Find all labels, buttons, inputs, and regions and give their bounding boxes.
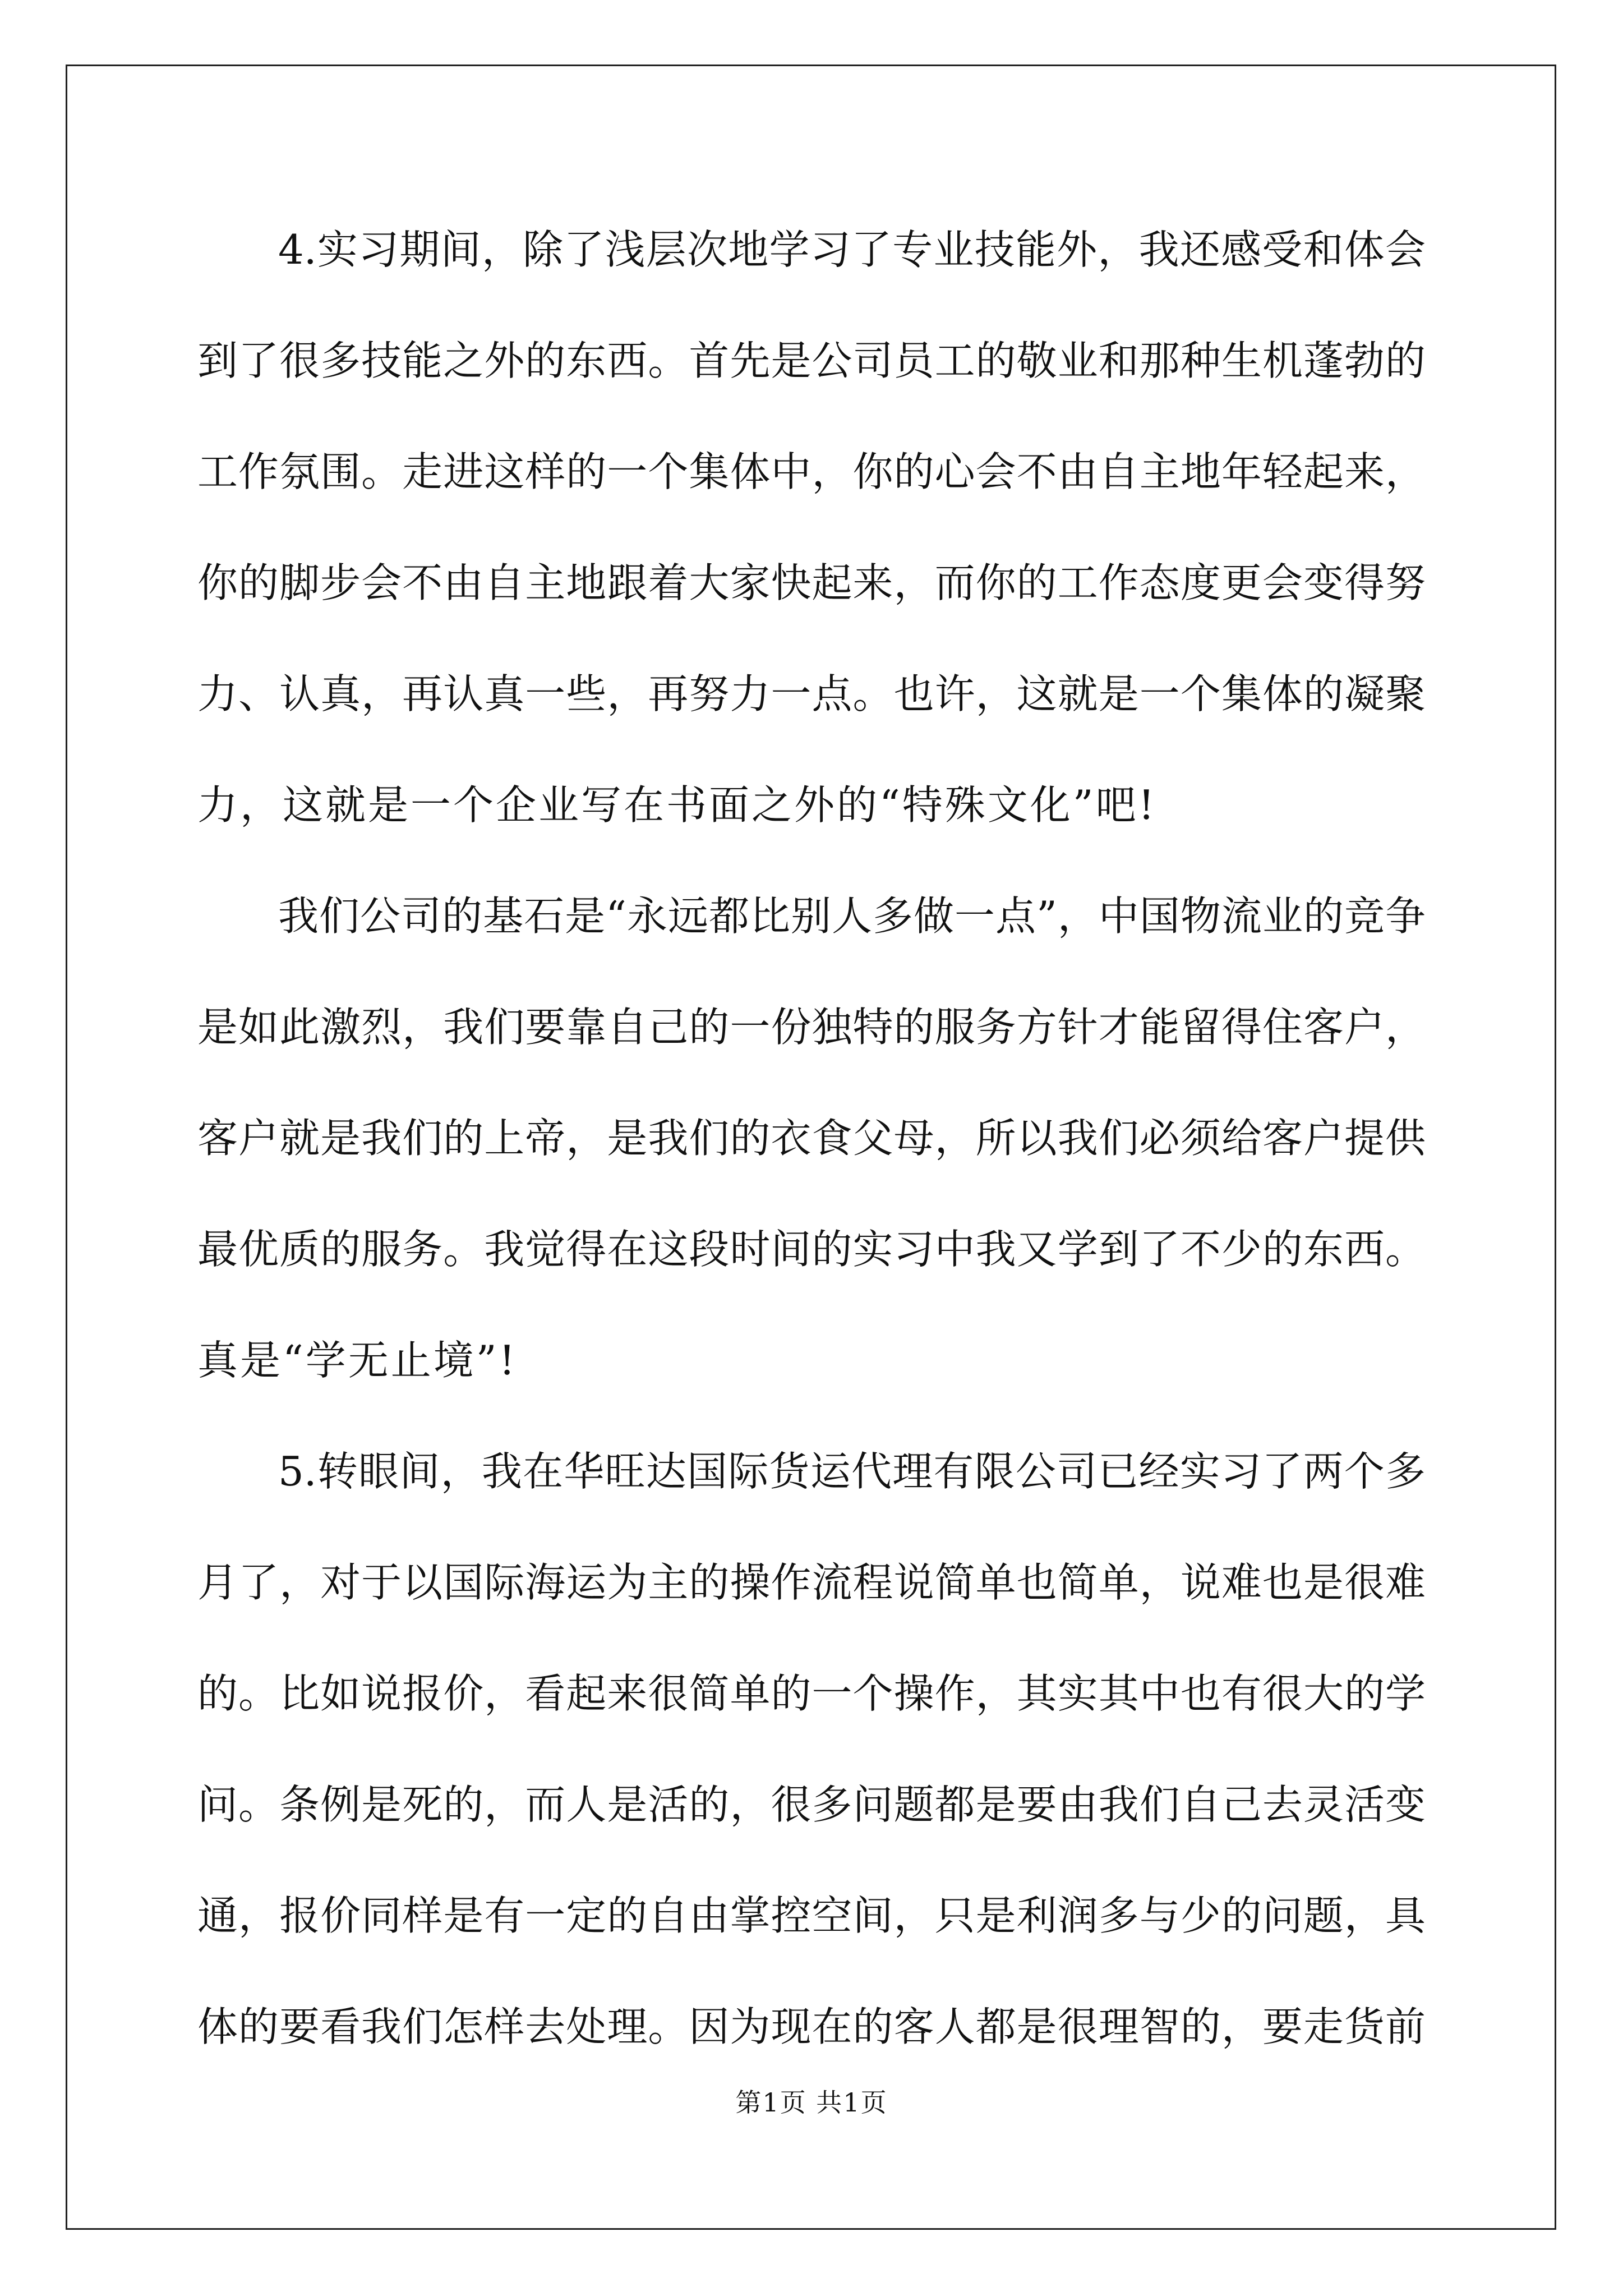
text-line: 问。条例是死的，而人是活的，很多问题都是要由我们自己去灵活变: [197, 1781, 1426, 1828]
text-line: 体的要看我们怎样去处理。因为现在的客人都是很理智的，要走货前: [197, 2003, 1426, 2050]
text-line: 客户就是我们的上帝，是我们的衣食父母，所以我们必须给客户提供: [197, 1115, 1426, 1162]
paragraph-1: [197, 213, 1426, 880]
page-footer: 第1页 共1页: [735, 2087, 888, 2118]
text-line: 的。比如说报价，看起来很简单的一个操作，其实其中也有很大的学: [197, 1670, 1426, 1717]
text-line: 通，报价同样是有一定的自由掌控空间，只是利润多与少的问题，具: [197, 1892, 1426, 1939]
text-line: 到了很多技能之外的东西。首先是公司员工的敬业和那种生机蓬勃的: [197, 337, 1426, 384]
text-line: 工作氛围。走进这样的一个集体中，你的心会不由自主地年轻起来，: [197, 448, 1426, 495]
text-line: 4.实习期间，除了浅层次地学习了专业技能外，我还感受和体会: [278, 226, 1426, 273]
text-line: 是如此激烈，我们要靠自己的一份独特的服务方针才能留得住客户，: [197, 1004, 1426, 1051]
text-line: 你的脚步会不由自主地跟着大家快起来，而你的工作态度更会变得努: [197, 559, 1426, 606]
text-line: 真是“学无止境”!: [197, 1337, 518, 1384]
text-line: 力，这就是一个企业写在书面之外的“特殊文化”吧!: [197, 781, 1157, 829]
text-line: 我们公司的基石是“永远都比别人多做一点”，中国物流业的竞争: [278, 892, 1426, 940]
text-line: 最优质的服务。我觉得在这段时间的实习中我又学到了不少的东西。: [197, 1226, 1426, 1273]
text-line: 5.转眼间，我在华旺达国际货运代理有限公司已经实习了两个多: [278, 1448, 1426, 1495]
text-line: 力、认真，再认真一些，再努力一点。也许，这就是一个集体的凝聚: [197, 670, 1426, 717]
text-line: 月了，对于以国际海运为主的操作流程说简单也简单，说难也是很难: [197, 1559, 1426, 1606]
paragraph-3: [197, 1435, 1426, 2101]
document-body: [197, 213, 1426, 2101]
paragraph-2: [197, 880, 1426, 1435]
